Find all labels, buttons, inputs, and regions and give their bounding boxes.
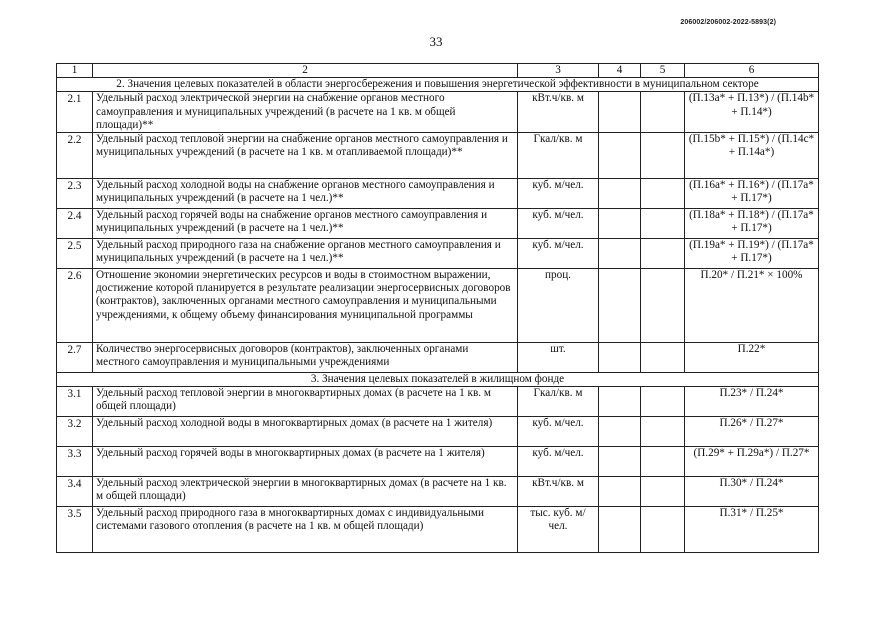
table-row [57, 387, 819, 417]
row-description: Удельный расход холодной воды на снабжение органов местного самоуправления и муниципальных учреждений (в расчете на 1 чел.)** [93, 179, 518, 209]
row-description: Удельный расход горячей воды в многоквартирных домах (в расчете на 1 жителя) [93, 447, 518, 477]
page-number: 33 [429, 34, 443, 49]
row-number: 3.2 [57, 417, 93, 447]
header-cell: 5 [641, 64, 685, 78]
table-row [57, 477, 819, 507]
empty-cell [599, 447, 641, 477]
header-cell: 4 [599, 64, 641, 78]
row-unit: Гкал/кв. м [518, 133, 599, 179]
empty-cell [599, 387, 641, 417]
row-number: 2.6 [57, 269, 93, 343]
header-cell: 1 [57, 64, 93, 78]
empty-cell [599, 343, 641, 373]
row-description: Удельный расход тепловой энергии в многоквартирных домах (в расчете на 1 кв. м общей площади) [93, 387, 518, 417]
row-description: Удельный расход горячей воды на снабжение органов местного самоуправления и муниципальных учреждений (в расчете на 1 чел.)** [93, 209, 518, 239]
row-unit: проц. [518, 269, 599, 343]
empty-cell [599, 239, 641, 269]
row-number: 2.7 [57, 343, 93, 373]
empty-cell [641, 417, 685, 447]
row-number: 3.1 [57, 387, 93, 417]
row-number: 2.4 [57, 209, 93, 239]
header-cell: 2 [93, 64, 518, 78]
row-formula: (П.15b* + П.15*) / (П.14с* + П.14а*) [685, 133, 819, 179]
row-unit: куб. м/чел. [518, 447, 599, 477]
empty-cell [599, 92, 641, 133]
row-unit: куб. м/чел. [518, 417, 599, 447]
row-formula: (П.13а* + П.13*) / (П.14b* + П.14*) [685, 92, 819, 133]
row-number: 3.3 [57, 447, 93, 477]
row-formula: (П.16а* + П.16*) / (П.17а* + П.17*) [685, 179, 819, 209]
table-row [57, 239, 819, 269]
row-formula: П.20* / П.21* × 100% [685, 269, 819, 343]
row-formula: (П.19а* + П.19*) / (П.17а* + П.17*) [685, 239, 819, 269]
row-description: Отношение экономии энергетических ресурсов и воды в стоимостном выражении, достижение которой планируется в результате реализации энергосервисных договоров (контрактов), заключенных органами местного самоуправления и муниципальными учреждениями, к общему объему финансирования муниципальной программы [93, 269, 518, 343]
empty-cell [599, 507, 641, 553]
row-formula: (П.29* + П.29а*) / П.27* [685, 447, 819, 477]
row-number: 2.1 [57, 92, 93, 133]
table-header-row [57, 64, 819, 78]
document-id: 206002/206002-2022-5893(2) [680, 19, 776, 26]
row-unit: тыс. куб. м/ чел. [518, 507, 599, 553]
row-unit: Гкал/кв. м [518, 387, 599, 417]
row-number: 2.3 [57, 179, 93, 209]
empty-cell [641, 507, 685, 553]
table-row [57, 133, 819, 179]
table-row [57, 343, 819, 373]
empty-cell [641, 387, 685, 417]
row-number: 2.5 [57, 239, 93, 269]
empty-cell [599, 179, 641, 209]
row-number: 3.5 [57, 507, 93, 553]
section-title: 3. Значения целевых показателей в жилищном фонде [57, 373, 819, 387]
table-row [57, 507, 819, 553]
row-unit: кВт.ч/кв. м [518, 92, 599, 133]
empty-cell [599, 417, 641, 447]
header-cell: 6 [685, 64, 819, 78]
row-unit: куб. м/чел. [518, 239, 599, 269]
empty-cell [641, 447, 685, 477]
row-unit: куб. м/чел. [518, 179, 599, 209]
row-description: Удельный расход природного газа на снабжение органов местного самоуправления и муниципальных учреждений (в расчете на 1 чел.)** [93, 239, 518, 269]
row-formula: (П.18а* + П.18*) / (П.17а* + П.17*) [685, 209, 819, 239]
row-formula: П.31* / П.25* [685, 507, 819, 553]
table-row [57, 179, 819, 209]
row-unit: шт. [518, 343, 599, 373]
row-formula: П.30* / П.24* [685, 477, 819, 507]
row-unit: кВт.ч/кв. м [518, 477, 599, 507]
row-description: Удельный расход тепловой энергии на снабжение органов местного самоуправления и муниципальных учреждений (в расчете на 1 кв. м отапливаемой площади)** [93, 133, 518, 179]
row-description: Удельный расход природного газа в многоквартирных домах с индивидуальными системами газового отопления (в расчете на 1 кв. м общей площади) [93, 507, 518, 553]
empty-cell [599, 269, 641, 343]
row-formula: П.22* [685, 343, 819, 373]
table-row [57, 447, 819, 477]
header-cell: 3 [518, 64, 599, 78]
empty-cell [641, 477, 685, 507]
row-description: Удельный расход электрической энергии в многоквартирных домах (в расчете на 1 кв. м общей площади) [93, 477, 518, 507]
empty-cell [599, 477, 641, 507]
section-header-row [57, 78, 819, 92]
empty-cell [599, 133, 641, 179]
indicators-table [56, 63, 819, 553]
empty-cell [641, 343, 685, 373]
empty-cell [641, 269, 685, 343]
row-description: Удельный расход электрической энергии на снабжение органов местного самоуправления и муниципальных учреждений (в расчете на 1 кв. м общей площади)** [93, 92, 518, 133]
row-description: Количество энергосервисных договоров (контрактов), заключенных органами местного самоуправления и муниципальными учреждениями [93, 343, 518, 373]
table-row [57, 417, 819, 447]
row-formula: П.26* / П.27* [685, 417, 819, 447]
section-header-row [57, 373, 819, 387]
table-row [57, 269, 819, 343]
row-formula: П.23* / П.24* [685, 387, 819, 417]
row-number: 2.2 [57, 133, 93, 179]
table-row [57, 209, 819, 239]
empty-cell [641, 92, 685, 133]
empty-cell [641, 209, 685, 239]
section-title: 2. Значения целевых показателей в области энергосбережения и повышения энергетической эффективности в муниципальном секторе [57, 78, 819, 92]
row-unit: куб. м/чел. [518, 209, 599, 239]
empty-cell [641, 179, 685, 209]
empty-cell [641, 239, 685, 269]
table-row [57, 92, 819, 133]
empty-cell [599, 209, 641, 239]
empty-cell [641, 133, 685, 179]
row-number: 3.4 [57, 477, 93, 507]
row-description: Удельный расход холодной воды в многоквартирных домах (в расчете на 1 жителя) [93, 417, 518, 447]
